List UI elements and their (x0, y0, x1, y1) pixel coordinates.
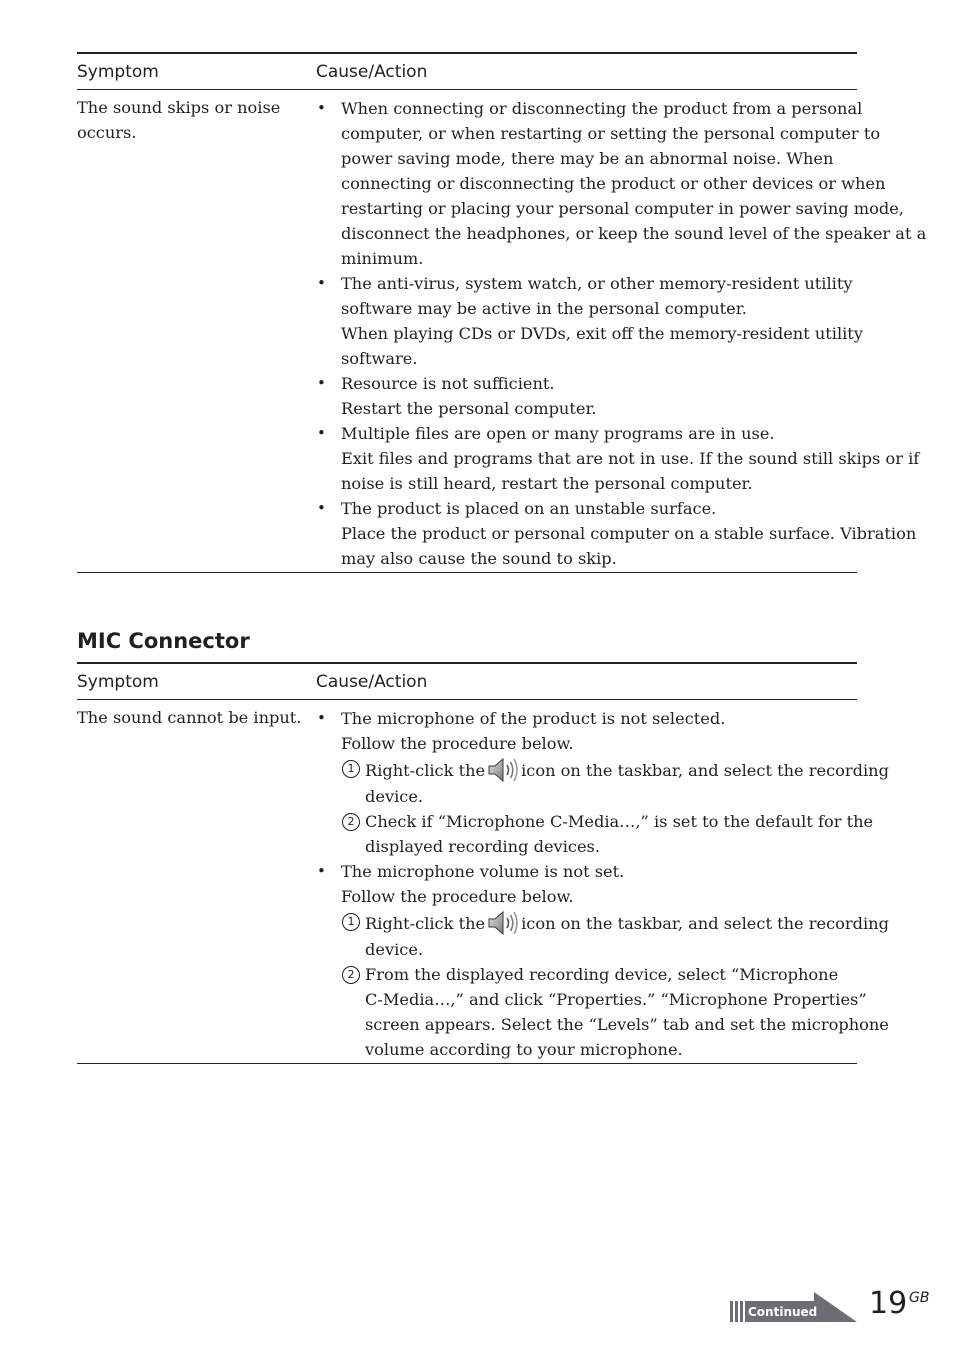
bullet-icon: • (317, 274, 326, 292)
step-text: icon on the taskbar, and select the recording (521, 914, 889, 933)
list-item (315, 371, 857, 421)
continued-marker (730, 1290, 858, 1323)
page-suffix: GB (909, 1290, 930, 1306)
table-header (77, 664, 857, 700)
step-line: Check if “Microphone C-Media…,” is set to the default for the (365, 812, 874, 831)
item-line: The anti-virus, system watch, or other memory-resident utility (341, 274, 853, 293)
list-item (315, 421, 920, 496)
table-row (77, 700, 889, 1064)
symptom-line: The sound skips or noise (77, 98, 281, 117)
troubleshooting-table-sound (77, 52, 927, 573)
item-line: power saving mode, there may be an abnormal noise. When (341, 149, 834, 168)
header-cause-action: Cause/Action (316, 672, 428, 692)
list-item (315, 859, 889, 1062)
bullet-icon: • (317, 499, 326, 517)
header-symptom: Symptom (77, 62, 159, 82)
step-line: screen appears. Select the “Levels” tab and set the microphone (365, 1015, 889, 1034)
header-cause-action: Cause/Action (316, 62, 428, 82)
header-symptom: Symptom (77, 672, 159, 692)
item-line: The product is placed on an unstable surface. (341, 499, 717, 518)
step-line: displayed recording devices. (365, 837, 600, 856)
step-line: volume according to your microphone. (365, 1040, 683, 1059)
item-line: Resource is not sufficient. (341, 374, 555, 393)
item-line: Follow the procedure below. (341, 734, 574, 753)
list-item (315, 706, 889, 859)
step-number-icon: 2 (342, 813, 360, 831)
procedure-step (341, 962, 889, 1062)
bullet-icon: • (317, 424, 326, 442)
step-number-icon: 1 (342, 913, 360, 931)
item-line: computer, or when restarting or setting the personal computer to (341, 124, 881, 143)
bullet-icon: • (317, 709, 326, 727)
item-line: The microphone volume is not set. (341, 862, 625, 881)
item-line: Restart the personal computer. (341, 399, 597, 418)
list-item (315, 496, 917, 571)
symptom-line: The sound cannot be input. (77, 708, 302, 727)
item-line: When connecting or disconnecting the product from a personal (341, 99, 863, 118)
speaker-icon (487, 756, 519, 784)
bullet-icon: • (317, 374, 326, 392)
item-line: Exit files and programs that are not in use. If the sound still skips or if (341, 449, 920, 468)
step-line: device. (365, 787, 424, 806)
section-title: MIC Connector (77, 629, 250, 653)
list-item (315, 96, 927, 271)
item-line: When playing CDs or DVDs, exit off the memory-resident utility (341, 324, 863, 343)
procedure-step (341, 756, 889, 809)
step-text: Right-click the (365, 761, 486, 780)
table-header (77, 54, 857, 90)
speaker-icon (487, 909, 519, 937)
symptom-cell (77, 95, 297, 145)
item-line: Multiple files are open or many programs are in use. (341, 424, 775, 443)
item-line: noise is still heard, restart the personal computer. (341, 474, 753, 493)
step-text: Right-click the (365, 914, 486, 933)
table-row (77, 90, 927, 573)
item-line: The microphone of the product is not selected. (341, 709, 726, 728)
item-line: Place the product or personal computer on a stable surface. Vibration (341, 524, 917, 543)
step-number-icon: 1 (342, 760, 360, 778)
procedure-step (341, 909, 889, 962)
step-line: device. (365, 940, 424, 959)
list-item (315, 271, 863, 371)
item-line: Follow the procedure below. (341, 887, 574, 906)
continued-label: Continued (748, 1305, 818, 1319)
procedure-step (341, 809, 874, 859)
step-line (365, 756, 889, 784)
cause-action-cell (315, 700, 889, 1063)
step-line: From the displayed recording device, select “Microphone (365, 965, 839, 984)
bullet-icon: • (317, 862, 326, 880)
item-line: restarting or placing your personal computer in power saving mode, (341, 199, 904, 218)
step-number-icon: 2 (342, 966, 360, 984)
cause-action-cell (315, 90, 927, 572)
bullet-icon: • (317, 99, 326, 117)
item-line: software may be active in the personal computer. (341, 299, 747, 318)
troubleshooting-table-mic (77, 662, 889, 1064)
item-line: may also cause the sound to skip. (341, 549, 617, 568)
page-number: 19 (869, 1286, 908, 1321)
item-line: minimum. (341, 249, 424, 268)
item-line: disconnect the headphones, or keep the sound level of the speaker at a (341, 224, 927, 243)
step-line: C-Media…,” and click “Properties.” “Microphone Properties” (365, 990, 867, 1009)
item-line: software. (341, 349, 418, 368)
step-text: icon on the taskbar, and select the recording (521, 761, 889, 780)
step-line (365, 909, 889, 937)
symptom-line: occurs. (77, 123, 137, 142)
symptom-cell (77, 705, 302, 730)
item-line: connecting or disconnecting the product or other devices or when (341, 174, 886, 193)
